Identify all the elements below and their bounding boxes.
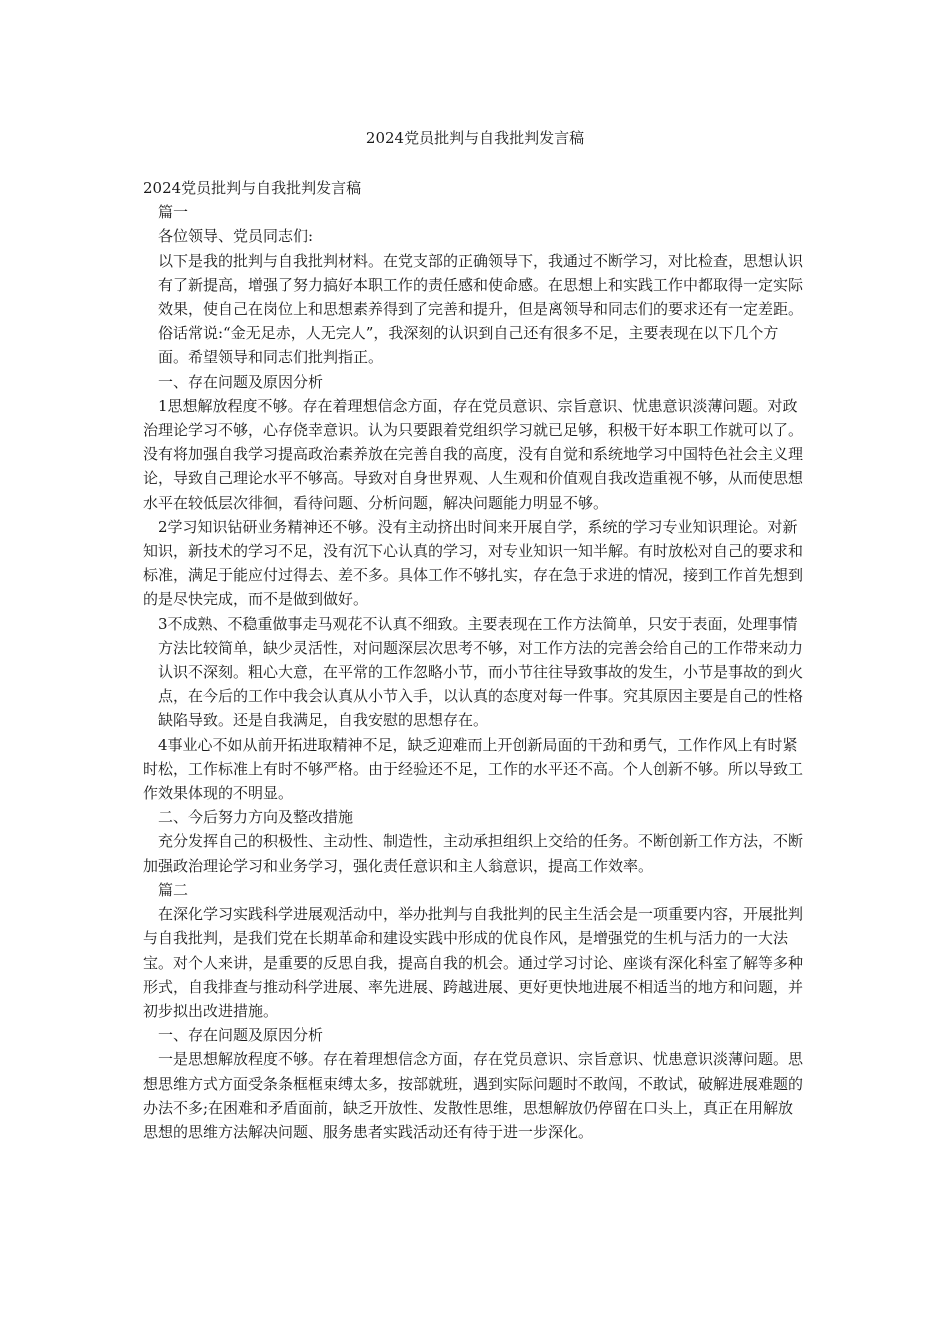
paragraph: 2024党员批判与自我批判发言稿 xyxy=(143,179,362,197)
paragraph: 篇二 xyxy=(158,880,189,899)
paragraph: 篇一 xyxy=(158,203,189,222)
paragraph: 1思想解放程度不够。存在着理想信念方面，存在党员意识、宗旨意识、忧患意识淡薄问题。对政治理论学习不够，心存侥幸意识。认为只要跟着党组织学习就已足够，积极干好本职工作就可以了。没有将加强自我学习提高政治素养放在完善自我的高度，没有自觉和系统地学习中国特色社会主义理论，导致自己理论水平不够高。导致对自身世界观、人生观和价值观自我改造重视不够，从而使思想水平在较低层次徘徊，看待问题、分析问题，解决问题能力明显不够。 xyxy=(143,396,804,512)
paragraph: 3不成熟、不稳重做事走马观花不认真不细致。主要表现在工作方法简单，只安于表面，处理事情方法比较简单，缺少灵活性，对问题深层次思考不够，对工作方法的完善会给自己的工作带来动力认识不深刻。粗心大意，在平常的工作忽略小节，而小节往往导致事故的发生，小节是事故的到火点，在今后的工作中我会认真从小节入手，以认真的态度对每一件事。究其原因主要是自己的性格缺陷导致。还是自我满足，自我安慰的思想存在。 xyxy=(158,614,804,730)
paragraph: 二、今后努力方向及整改措施 xyxy=(158,808,354,827)
paragraph: 一是思想解放程度不够。存在着理想信念方面，存在党员意识、宗旨意识、忧患意识淡薄问题。思想思维方式方面受条条框框束缚太多，按部就班，遇到实际问题时不敢闯，不敢试，破解进展难题的办法不多;在困难和矛盾面前，缺乏开放性、发散性思维，思想解放仍停留在口头上，真正在用解放思想的思维方法解决问题、服务患者实践活动还有待于进一步深化。 xyxy=(143,1050,804,1141)
document-title: 2024党员批判与自我批判发言稿 xyxy=(365,129,585,147)
paragraph: 2学习知识钻研业务精神还不够。没有主动挤出时间来开展自学，系统的学习专业知识理论。对新知识，新技术的学习不足，没有沉下心认真的学习，对专业知识一知半解。有时放松对自己的要求和标准，满足于能应付过得去、差不多。具体工作不够扎实，存在急于求进的情况，接到工作首先想到的是尽快完成，而不是做到做好。 xyxy=(143,517,804,609)
document-body xyxy=(143,176,807,1144)
paragraph: 一、存在问题及原因分析 xyxy=(158,1026,324,1045)
paragraph: 以下是我的批判与自我批判材料。在党支部的正确领导下，我通过不断学习，对比检查，思想认识有了新提高，增强了努力搞好本职工作的责任感和使命感。在思想上和实践工作中都取得一定实际效果，使自己在岗位上和思想素养得到了完善和提升，但是离领导和同志们的要求还有一定差距。俗话常说:“金无足赤，人无完人”，我深刻的认识到自己还有很多不足，主要表现在以下几个方面。希望领导和同志们批判指正。 xyxy=(158,251,804,367)
paragraph: 各位领导、党员同志们: xyxy=(158,227,314,246)
paragraph: 在深化学习实践科学进展观活动中，举办批判与自我批判的民主生活会是一项重要内容，开展批判与自我批判，是我们党在长期革命和建设实践中形成的优良作风，是增强党的生机与活力的一大法宝。对个人来讲，是重要的反思自我，提高自我的机会。通过学习讨论、座谈有深化科室了解等多种形式，自我排查与推动科学进展、率先进展、跨越进展、更好更快地进展不相适当的地方和问题，并初步拟出改进措施。 xyxy=(143,905,804,1020)
paragraph: 一、存在问题及原因分析 xyxy=(158,372,324,391)
paragraph: 4事业心不如从前开拓进取精神不足，缺乏迎难而上开创新局面的干劲和勇气，工作作风上有时紧时松，工作标准上有时不够严格。由于经验还不足，工作的水平还不高。个人创新不够。所以导致工作效果体现的不明显。 xyxy=(143,735,804,803)
paragraph: 充分发挥自己的积极性、主动性、制造性，主动承担组织上交给的任务。不断创新工作方法，不断加强政治理论学习和业务学习，强化责任意识和主人翁意识，提高工作效率。 xyxy=(143,832,804,875)
